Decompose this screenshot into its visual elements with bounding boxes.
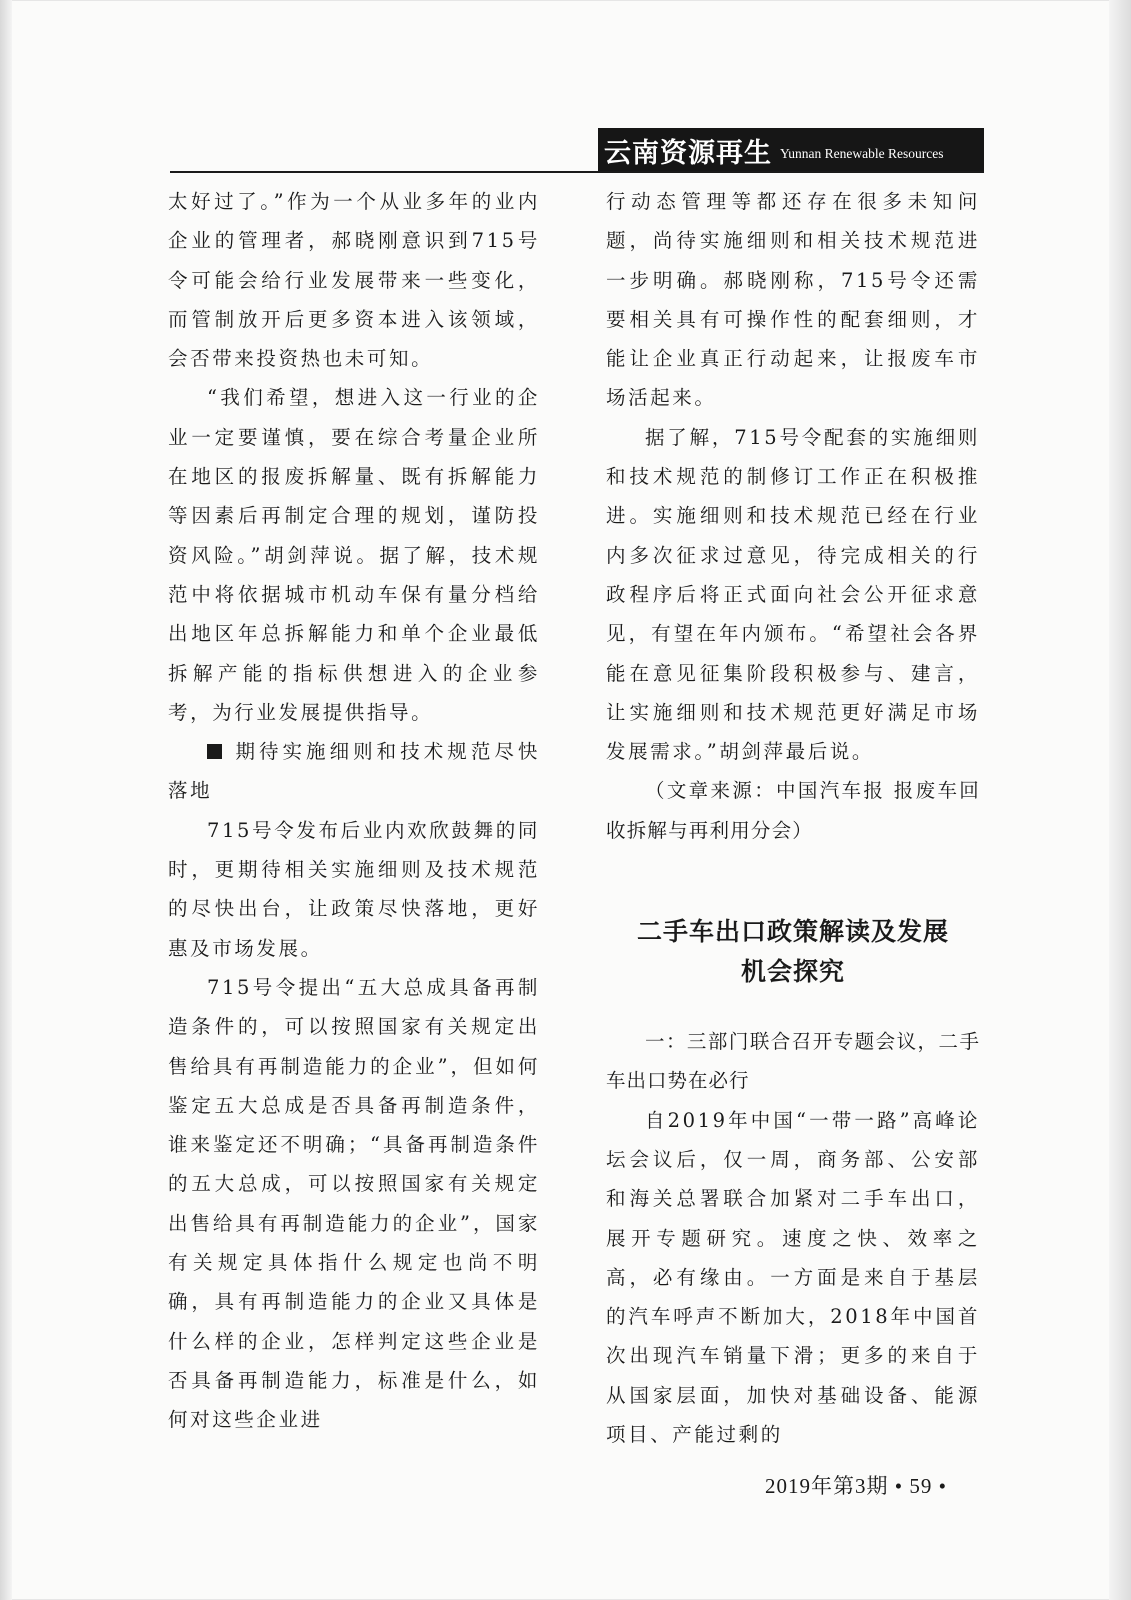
journal-header-band [598, 128, 984, 172]
journal-title-en: Yunnan Renewable Resources [780, 146, 944, 161]
paragraph: 太好过了。”作为一个从业多年的业内企业的管理者，郝晓刚意识到715号令可能会给行业发展带来一些变化，而管制放开后更多资本进入该领域，会否带来投资热也未可知。 [168, 190, 540, 371]
paragraph: 715号令提出“五大总成具备再制造条件的，可以按照国家有关规定出售给具有再制造能力的企业”，但如何鉴定五大总成是否具备再制造条件，谁来鉴定还不明确；“具备再制造条件的五大总成，可以按照国家有关规定出售给具有再制造能力的企业”，国家有关规定具体指什么规定也尚不明确，具有再制造能力的企业又具体是什么样的企业，怎样判定这些企业是否具备再制造能力，标准是什么，如何对这些企业进 [168, 975, 540, 1432]
section-heading: 一：三部门联合召开专题会议，二手车出口势在必行 [606, 1030, 980, 1093]
square-bullet-icon [207, 744, 222, 759]
article-source: （文章来源：中国汽车报 报废车回收拆解与再利用分会） [606, 779, 980, 842]
article-title-line: 二手车出口政策解读及发展 [636, 917, 949, 947]
article-title-line: 机会探究 [740, 957, 845, 987]
paragraph: 据了解，715号令配套的实施细则和技术规范的制修订工作正在积极推进。实施细则和技术规范已经在行业内多次征求过意见，待完成相关的行政程序后将正式面向社会公开征求意见，有望在年内颁布。“希望社会各界能在意见征集阶段积极参与、建言，让实施细则和技术规范更好满足市场发展需求。”胡剑萍最后说。 [606, 425, 980, 764]
right-column [606, 182, 980, 1454]
paragraph: 自2019年中国“一带一路”高峰论坛会议后，仅一周，商务部、公安部和海关总署联合加紧对二手车出口，展开专题研究。速度之快、效率之高，必有缘由。一方面是来自于基层的汽车呼声不断加大，2018年中国首次出现汽车销量下滑；更多的来自于从国家层面，加快对基础设备、能源项目、产能过剩的 [606, 1108, 980, 1447]
page-number: • 59 • [894, 1474, 947, 1498]
scan-edge-right [1109, 0, 1131, 1600]
journal-title-cn: 云南资源再生 [604, 137, 772, 169]
left-column [168, 182, 540, 1440]
scan-edge-left [0, 0, 12, 1600]
article-title [606, 912, 980, 992]
paragraph: 行动态管理等都还存在很多未知问题，尚待实施细则和相关技术规范进一步明确。郝晓刚称，715号令还需要相关具有可操作性的配套细则，才能让企业真正行动起来，让报废车市场活起来。 [606, 190, 980, 410]
subheading-text: 期待实施细则和技术规范尽快落地 [168, 740, 540, 803]
header-rule [170, 171, 984, 173]
paragraph: 715号令发布后业内欢欣鼓舞的同时，更期待相关实施细则及技术规范的尽快出台，让政策尽快落地，更好惠及市场发展。 [168, 818, 540, 960]
subheading [168, 732, 540, 811]
issue-label: 2019年第3期 [765, 1474, 889, 1498]
paragraph: “我们希望，想进入这一行业的企业一定要谨慎，要在综合考量企业所在地区的报废拆解量、既有拆解能力等因素后再制定合理的规划，谨防投资风险。”胡剑萍说。据了解，技术规范中将依据城市机动车保有量分档给出地区年总拆解能力和单个企业最低拆解产能的指标供想进入的企业参考，为行业发展提供指导。 [168, 386, 540, 724]
page-footer [765, 1470, 947, 1500]
